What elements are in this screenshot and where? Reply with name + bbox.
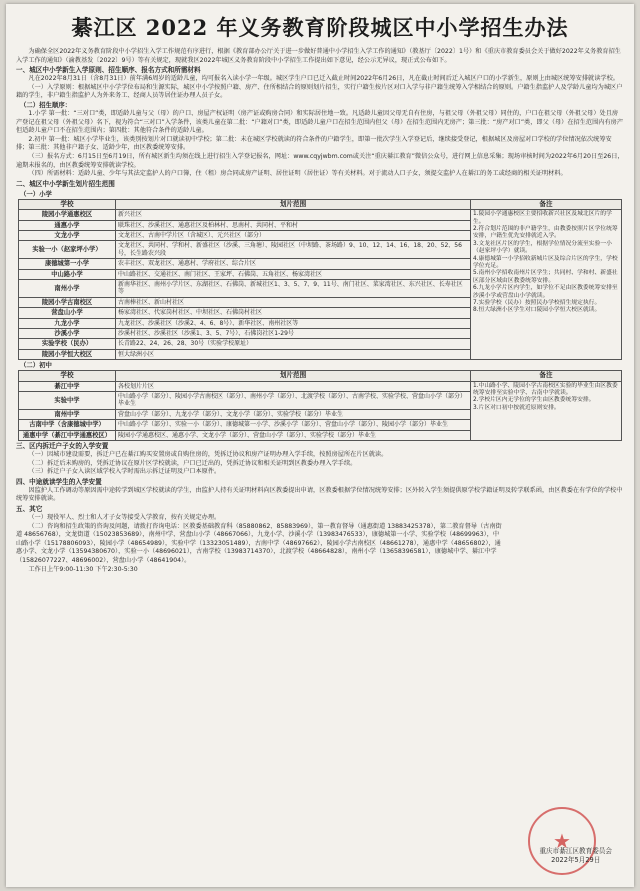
school-name: 中山路小学 [19, 269, 116, 279]
zone-range: 古南棒社区、新山村社区 [116, 297, 471, 307]
school-name: 实验一小（赵家坪小学） [19, 241, 116, 259]
note-item: 7.实验学校（民办）按照民办学校招生规定执行。 [473, 300, 601, 306]
zone-range: 联珠社区、沙溪社区、通惠社区及柏林村、思南村、共同村、平和村 [116, 220, 471, 230]
header-range: 划片范围 [116, 199, 471, 209]
zone-range: 沙溪村社区、沙溪社区（沙溪1、3、5、7号）、石佛岗社区1-29号 [116, 329, 471, 339]
header-note: 备注 [471, 199, 622, 209]
section-4-heading: 四、中途就读学生的入学安置 [16, 477, 102, 486]
relocation-paragraph-1: （一）因城市建设需要，拆迁户已在綦江购买安置房或自购住房的，凭拆迁协议和房产证明办理入学手续，按照房屋所在片区就读。 [28, 451, 388, 459]
note-item: 1.陵园小学通惠校区主要招收新兴社区及城北区片的学生。 [473, 211, 612, 225]
table-header-row [19, 199, 622, 209]
zone-range: 营盘山小学（部分）、九龙小学（部分）、文龙小学（部分）、实验学校（部分）毕业生 [116, 409, 471, 419]
header-note: 备注 [471, 371, 622, 381]
school-name: 南州中学 [19, 409, 116, 419]
other-paragraph-2: （二）咨询和招生政策的咨询及问题，请拨打咨询电话：区教委基础教育科（85880862、85883969），第一教育督导（通惠街道 13883425378），第二教育督导（古南街道 48656768），文龙街道（15023853689），南州中学、营盘山小学（48667066），九龙小学、沙溪小学（13983476533），康德城第一小学、实验学校（48699963），中山路小学（15178806093），陵园小学（48654989），实验中学（13323051489），古南中学（48697662），陵园小学古南校区（48661278），通惠中学（48656802），通惠小学、文龙小学（13594380670），实验一小（48696021），古南学校（13983714370），北渡学校（48664828），南州小学（13658396581），康德城中学、綦江中学（15826077227、48696002），营盘山小学（48641904）。 [16, 522, 502, 564]
school-name: 陵园小学通惠校区 [19, 210, 116, 220]
middle-zone-table [18, 370, 622, 441]
school-name: 通惠小学 [19, 220, 116, 230]
zone-range: 新南华社区、南州小学片区、东湖社区、石佛岗、新城社区1、3、5、7、9、11号、南门社区、菜家湾社区、东兴社区、长寿社区等 [116, 279, 471, 297]
school-name: 康德城第一小学 [19, 259, 116, 269]
school-name: 文龙小学 [19, 230, 116, 240]
zone-range: 中山路社区、交通社区、南门社区、王家坪、石佛岗、五角社区、杨家湾社区 [116, 269, 471, 279]
table-row [19, 210, 622, 220]
school-name: 綦江中学 [19, 381, 116, 391]
school-name: 通惠中学（綦江中学通惠校区） [19, 430, 116, 440]
issuer-block [539, 847, 612, 865]
header-school: 学校 [19, 371, 116, 381]
primary-order-paragraph: 1.小学 第一批：“三对口”类，即适龄儿童与父（母）的户口、房屋产权证明（房产证或购房合同）和实际居住地一致。凡适龄儿童因父母无自有住房，与祖父母（外祖父母）同住的，户口在祖父母（外祖父母）处且房产登记在祖父母（外祖父母）名下，视为符合“三对口”入学条件，该类儿童在第二批：“户籍对口”类，即适龄儿童户口在招生范围内但父（母）在招生范围内无房产；第三批：“房产对口”类，即父（母）在招生范围内有房产但适龄儿童户口不在招生范围内；第四批：其他符合条件的适龄儿童。 [16, 109, 624, 135]
issue-date: 2022年5月29日 [551, 856, 601, 864]
zone-range: 中山路小学（部分）、陵园小学古南校区（部分）、南州小学（部分）、北渡学校（部分）、古南学校、实验学校、营盘山小学（部分）毕业生 [116, 392, 471, 410]
relocation-paragraph-2: （二）拆迁后未购房的，凭拆迁协议在原片区学校就读，户口已迁出的，凭拆迁协议和相关证明到区教委办理入学手续。 [28, 459, 357, 467]
zone-range: 长青路22、24、26、28、30号（实验学校原址） [116, 339, 471, 349]
primary-zone-table [18, 199, 622, 361]
note-item: 3.片区对口初中按就近原则安排。 [473, 404, 560, 411]
relocation-paragraph-3: （三）拆迁户子女入读区域学校入学时需出示拆迁证明及户口本原件。 [28, 468, 221, 476]
school-name: 实验中学 [19, 392, 116, 410]
zone-range: 农丰社区、双龙社区、通惠村、学府社区、综合片区 [116, 259, 471, 269]
zone-range: 文龙社区、共同村、学和村、新盛社区（沙溪、三角塘）、陵园社区（中坝路、茶场路）9、10、12、14、16、18、20、52、56号，长生路农兴段 [116, 241, 471, 259]
zone-range: 新兴社区 [116, 210, 471, 220]
section-3-heading: 三、区内拆迁户子女的入学安置 [16, 442, 109, 451]
zone-range: 陵园小学通惠校区、通惠小学、文龙小学（部分）、营盘山小学（部分）、实验学校（部分）毕业生 [116, 430, 471, 440]
section-2-heading: 二、城区中小学新生划片招生范围 [16, 179, 115, 188]
document-page [6, 4, 634, 887]
required-materials: （四）所需材料：适龄儿童、少年与其法定监护人的户口簿，住（租）房合同或房产证明、居住证明（居住证）等有关材料。对于流动人口子女，须提交监护人在綦江的务工或经商的相关证明材料。 [28, 170, 567, 178]
header-school: 学校 [19, 199, 116, 209]
registration-method: （三）报名方式：6月15日至6月19日，所有城区新生均须在线上进行招生入学登记报名，网址：www.cqyjwbm.com或关注“重庆綦江教育”微信公众号，进行网上信息采集；现场审核时间为2022年6月20日至26日，逾期未报名的，由区教委统筹安排就读学校。 [16, 152, 624, 169]
header-range: 划片范围 [116, 371, 471, 381]
official-seal-icon: ★ [528, 807, 596, 875]
other-paragraph-1: （一）现役军人、烈士和人才子女等接受入学教育，按有关规定办理。 [28, 514, 221, 522]
school-name: 营盘山小学 [19, 308, 116, 318]
school-name: 实验学校（民办） [19, 339, 116, 349]
note-item: 8.恒大绿洲小区学生对口陵园小学恒大校区就读。 [473, 307, 601, 314]
primary-heading: （一）小学 [20, 189, 52, 198]
section-5-heading: 五、其它 [16, 505, 43, 514]
note-item: 5.南州小学招收南州片区学生；共同村、学和村、新盛社区部分区域由区教委统筹安排。 [473, 270, 618, 284]
middle-order-paragraph: 2.初中 第一批：城区小学毕业生，该类别按划片对口就读初中学校；第二批：未在城区学校就读的符合条件的户籍学生，即第一批次学生入学登记后，继续接受登记，根据城区及房屋对口学校的学位情况依次统筹安排；第三批：其他非户籍子女、适龄少年，由区教委统筹安排。 [16, 135, 612, 152]
issuer-name: 重庆市綦江区教育委员会 [539, 847, 612, 855]
note-item: 4.康德城第一小学招收新城片区及综合片区的学生，学校学位充足。 [473, 255, 618, 269]
note-item: 1.中山路小学、陵园小学古南校区实验的毕业生由区教委统筹安排至实验中学、古南中学就读。 [473, 382, 618, 397]
zone-range: 恒大绿洲小区 [116, 349, 471, 359]
section-1-paragraph: 凡在2022年8月31日（含8月31日）前年满6周岁的适龄儿童，均可报名入读小学一年级。城区学生户口已迁入截止时间2022年6月26日，凡在截止时间后迁入城区户口的小学新生，原则上由城区统筹安排就读学校。 [28, 75, 619, 83]
zone-range: 杨家湾社区、代家岗村社区、中坝社区、石佛岗村社区 [116, 308, 471, 318]
notes-cell [471, 210, 622, 360]
transfer-paragraph: 因监护人工作调动等原因需中途转学到城区学校就读的学生，由监护人持有关证明材料向区教委提出申请，区教委根据学位情况统筹安排；区外转入学生须提供原学校学籍证明及转学联系函，由区教委在有学位的学校中统筹安排就读。 [16, 486, 623, 503]
school-name: 九龙小学 [19, 318, 116, 328]
note-item: 6.九龙小学片区内学生，如学位不足由区教委统筹安排至沙溪小学或营盘山小学就读。 [473, 285, 618, 299]
middle-heading: （二）初中 [20, 361, 52, 370]
school-name: 古南中学（含康德城中学） [19, 420, 116, 430]
school-name: 陵园小学恒大校区 [19, 349, 116, 359]
document-title: 綦江区 2022 年义务教育阶段城区中小学招生办法 [71, 15, 569, 40]
zone-range: 中山路小学（部分）、实验一小（部分）、康德城第一小学、沙溪小学（部分）、营盘山小学（部分）、陵园小学（部分）毕业生 [116, 420, 471, 430]
school-name: 陵园小学古南校区 [19, 297, 116, 307]
notes-cell [471, 381, 622, 440]
note-item: 2.符合划片范围的非户籍学生，由教委按照片区学位统筹安排，户籍生优先安排就近入学。 [473, 225, 618, 240]
zone-range: 文龙社区、古南中学片区（含城区）、元兴社区（部分） [116, 230, 471, 240]
table-row [19, 381, 622, 391]
note-item: 3.文龙社区片区的学生，根据学位情况分流至实验一小（赵家坪小学）就读。 [473, 240, 612, 255]
intro-paragraph: 为确保全区2022年义务教育阶段中小学招生入学工作规范有序进行，根据《教育部办公厅关于进一步做好普通中小学招生入学工作的通知》（教基厅〔2022〕1号）和《重庆市教育委员会关于做好2022年义务教育招生入学工作的通知》（渝教基发〔2022〕9号）等有关规定，现就我区2022年城区义务教育阶段中小学招生工作提出如下意见，经公示无异议，现正式公布如下。 [16, 48, 621, 64]
note-item: 2.学校片区内无学位的学生由区教委统筹安排。 [473, 397, 595, 404]
school-name: 沙溪小学 [19, 329, 116, 339]
zone-range: 九龙社区、沙溪社区（沙溪2、4、6、8号）、新华社区、南州社区等 [116, 318, 471, 328]
enrollment-principle: （一）入学原则：根据城区中小学学位布局和生源实际，城区中小学按照户籍、房产、住所相结合的原则划片招生，实行户籍生按片区对口入学与非户籍生统筹入学相结合的原则。户籍生指监护人及学龄儿童均为城区户籍的学生，非户籍生指监护人为外来务工、经商人员等居住证办理人员子女。 [16, 83, 623, 100]
office-hours: 工作日上午9:00-11:30 下午2:30-5:30 [28, 565, 138, 573]
section-1-heading: 一、城区中小学新生入学原则、招生顺序、报名方式和所需材料 [16, 66, 201, 75]
zone-range: 各校划片片区 [116, 381, 471, 391]
enrollment-order-heading: （二）招生顺序： [20, 100, 72, 109]
school-name: 南州小学 [19, 279, 116, 297]
table-header-row [19, 371, 622, 381]
